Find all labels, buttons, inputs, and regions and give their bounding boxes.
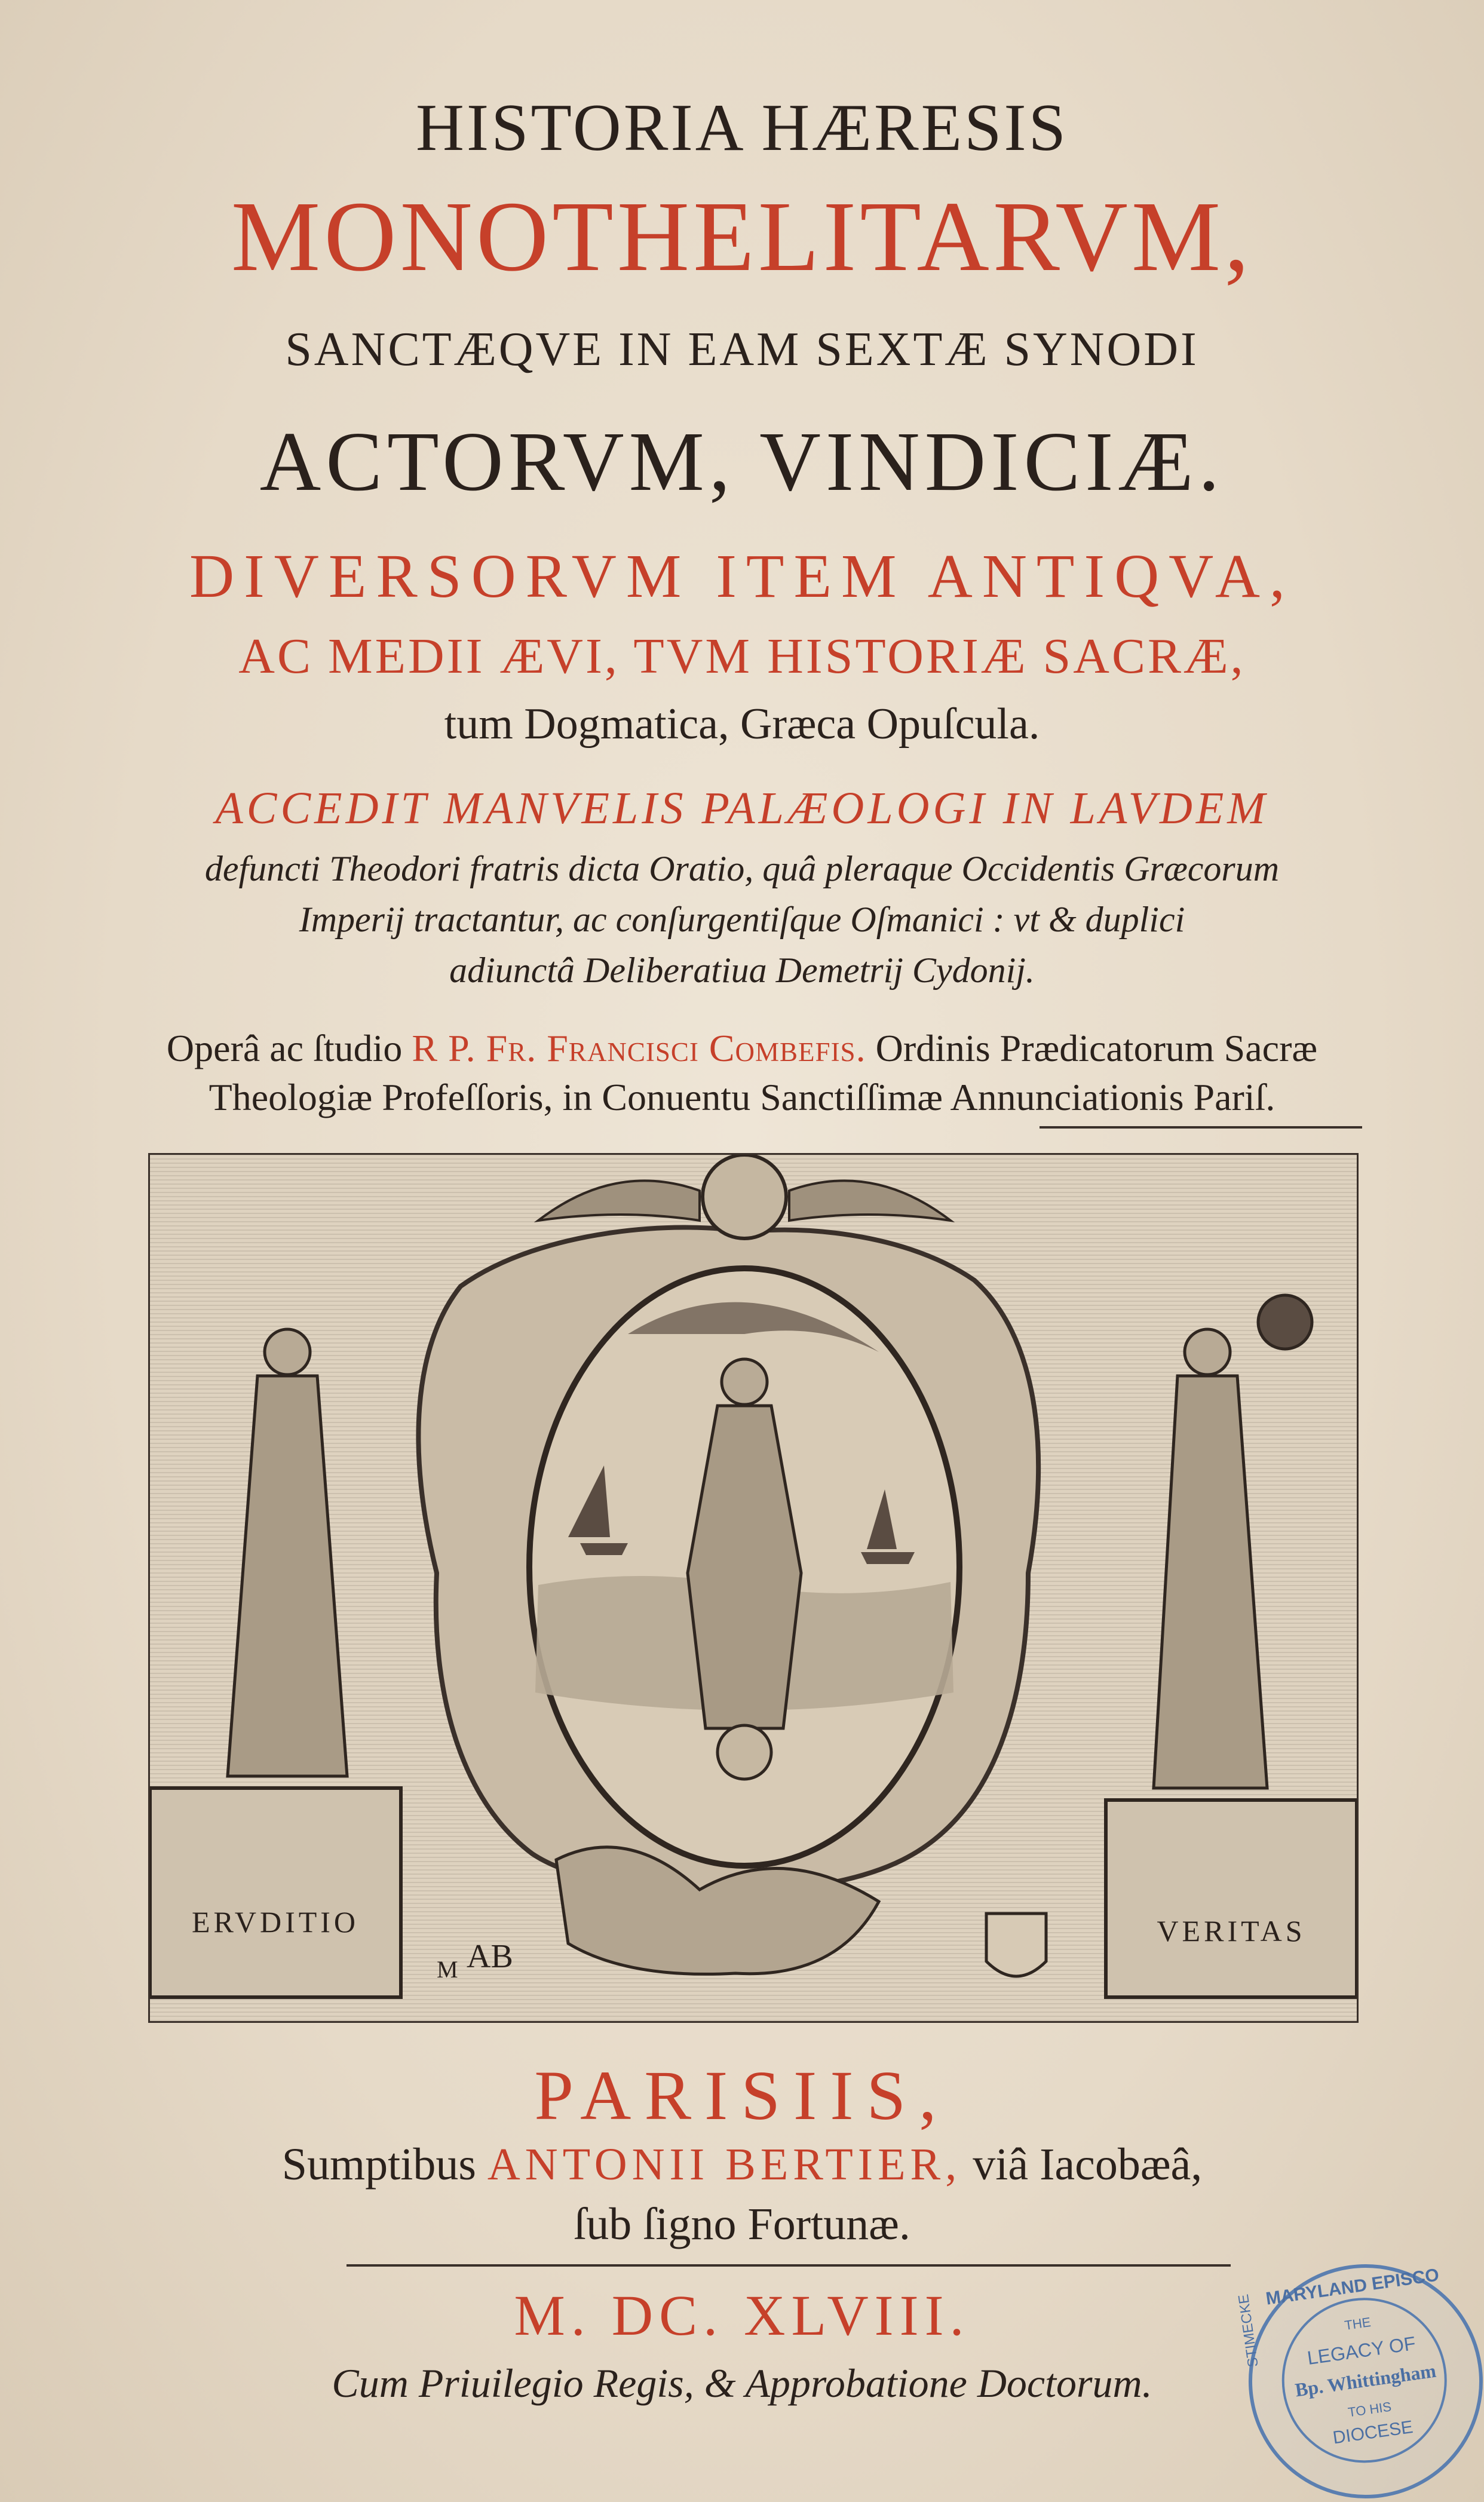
imprint-sumptibus: Sumptibus: [281, 2139, 487, 2190]
imprint-sign: ſub ſigno Fortunæ.: [574, 2199, 910, 2249]
engraving-frontispiece: [148, 1153, 1359, 2023]
imprint-publisher-line: [0, 2139, 1484, 2191]
imprint-publisher-name: ANTONII BERTIER,: [487, 2139, 962, 2190]
author-ordinis: Ordinis Prædicatorum Sacræ: [866, 1027, 1318, 1069]
veritas-head: [1185, 1329, 1230, 1375]
veritas-figure: [1154, 1376, 1267, 1788]
eruditio-figure: [228, 1376, 347, 1776]
title-line-diversorum: DIVERSORVM ITEM ANTIQVA,: [189, 542, 1295, 611]
accedit-line-2: defuncti Theodori fratris dicta Oratio, quâ pleraque Occidentis Græcorum: [204, 849, 1280, 888]
title-line-sanctaeque: SANCTÆQVE IN EAM SEXTÆ SYNODI: [285, 323, 1199, 376]
title-line-historia: HISTORIA HÆRESIS: [416, 91, 1068, 165]
title-line-monothelitarum: MONOTHELITARVM,: [231, 181, 1253, 292]
stamp-line-4: TO HIS: [1347, 2399, 1393, 2420]
stamp-line-3: Bp. Whittingham: [1293, 2359, 1437, 2401]
eruditio-head: [265, 1329, 310, 1375]
cherub-head: [703, 1155, 786, 1238]
coat-of-arms-icon: [986, 1914, 1046, 1976]
accedit-line-4: adiunctâ Deliberatiua Demetrij Cydonij.: [449, 950, 1035, 990]
engraver-signature: AB: [467, 1938, 513, 1975]
title-line-dogmatica: tum Dogmatica, Græca Opuſcula.: [444, 700, 1040, 749]
pedestal-label-veritas: VERITAS: [1157, 1914, 1306, 1948]
imprint-via: viâ Iacobæâ,: [961, 2139, 1203, 2190]
left-pedestal: [150, 1788, 401, 1997]
stamp-line-2: LEGACY OF: [1305, 2332, 1417, 2369]
accedit-line-3: Imperij tractantur, ac conſurgentiſque Oſmanici : vt & duplici: [299, 900, 1185, 939]
fortuna-sphere: [718, 1725, 771, 1779]
author-line-1: [0, 1026, 1484, 1071]
stamp-ring-text: MARYLAND EPISCO: [1264, 2265, 1440, 2309]
fortuna-head: [722, 1359, 767, 1405]
author-name: R P. Fr. Francisci Combefis.: [412, 1027, 866, 1069]
title-line-actorum: ACTORVM, VINDICIÆ.: [259, 414, 1225, 508]
author-underline: [1040, 1126, 1362, 1129]
imprint-rule: [347, 2264, 1231, 2267]
right-pedestal: [1106, 1800, 1357, 1997]
author-line-2: Theologiæ Profeſſoris, in Conuentu Sanctiſſimæ Annunciationis Pariſ.: [209, 1076, 1275, 1118]
title-line-medii-aevi: AC MEDII ÆVI, TVM HISTORIÆ SACRÆ,: [238, 628, 1246, 684]
author-opera: Operâ ac ſtudio: [166, 1027, 412, 1069]
accedit-line-1: ACCEDIT MANVELIS PALÆOLOGI IN LAVDEM: [215, 783, 1269, 833]
pedestal-label-eruditio: ERVDITIO: [191, 1905, 360, 1939]
stamp-line-5: DIOCESE: [1331, 2417, 1415, 2448]
left-wing: [538, 1181, 700, 1221]
veritas-mirror: [1258, 1295, 1312, 1349]
stamp-side-text: STIMECKE: [1235, 2293, 1262, 2368]
engraver-monogram: M: [437, 1956, 458, 1983]
imprint-privilege: Cum Priuilegio Regis, & Approbatione Doctorum.: [332, 2360, 1152, 2406]
right-wing: [789, 1181, 951, 1221]
imprint-city: PARISIIS,: [534, 2056, 950, 2135]
engraving-illustration: [150, 1155, 1357, 2021]
imprint-year: M. DC. XLVIII.: [514, 2283, 970, 2347]
stamp-line-1: THE: [1343, 2314, 1372, 2333]
